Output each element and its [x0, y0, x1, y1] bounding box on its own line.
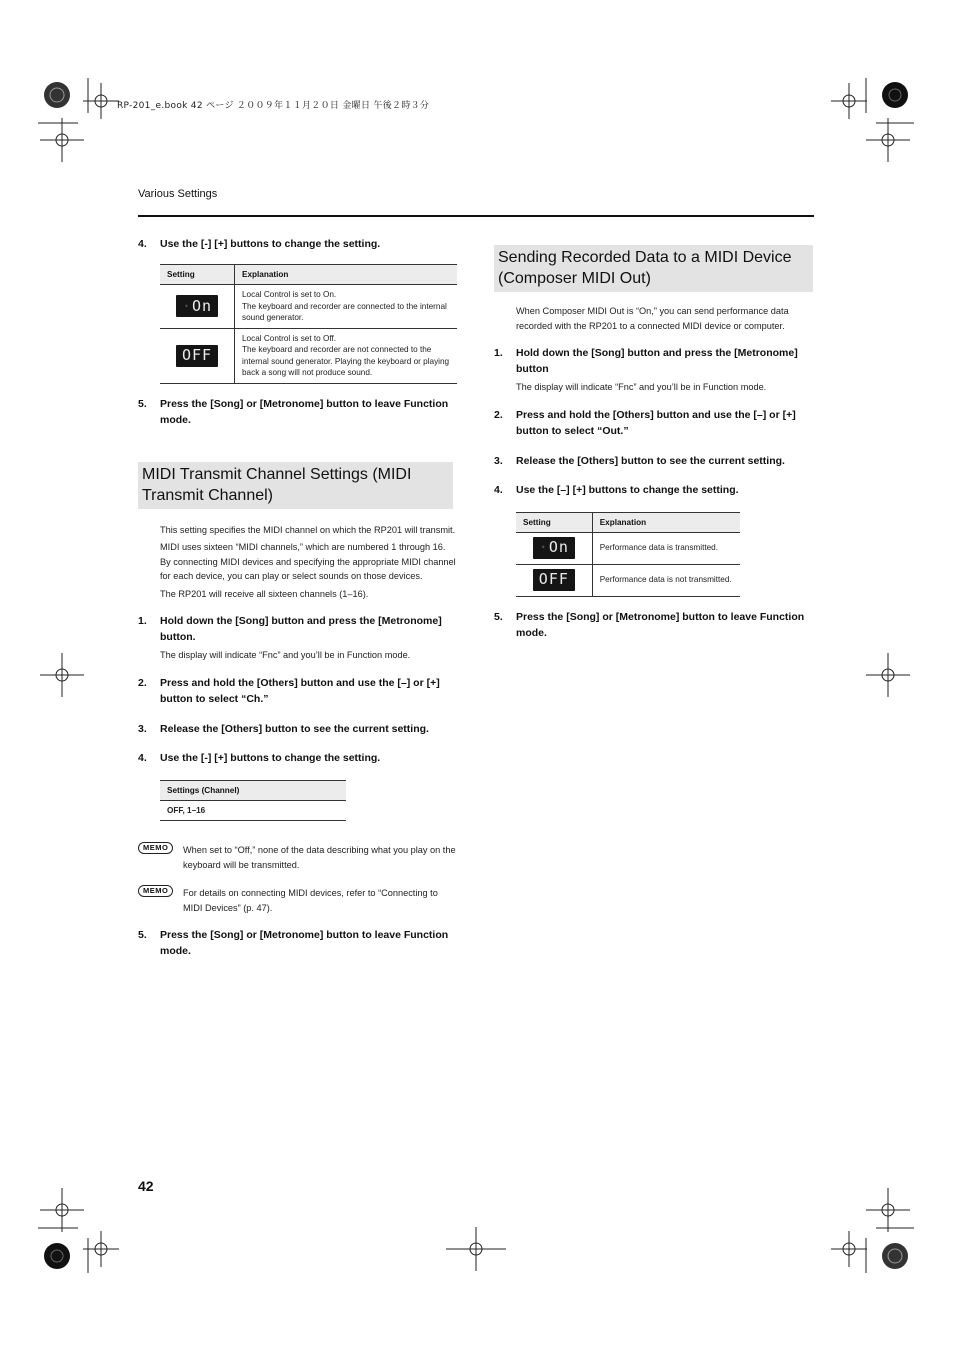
table-row — [160, 328, 457, 383]
step-5-top — [138, 396, 458, 428]
step-text: Use the [–] [+] buttons to change the setting. — [516, 483, 739, 496]
memo-block — [138, 837, 458, 872]
step-text: Use the [-] [+] buttons to change the setting. — [160, 751, 381, 764]
step-4 — [494, 482, 814, 498]
step-text: Hold down the [Song] button and press the [Metronome] button. — [160, 615, 442, 643]
step-number: 4. — [138, 751, 147, 764]
step-1-note: The display will indicate “Fnc” and you’ll be in Function mode. — [160, 650, 411, 660]
table-header-setting: Setting — [160, 265, 235, 285]
explanation-text: Performance data is transmitted. — [592, 532, 740, 564]
section-title-midi-transmit-channel: MIDI Transmit Channel Settings (MIDI Transmit Channel) — [138, 462, 453, 509]
memo-icon: MEMO — [138, 842, 173, 854]
memo-text: When set to “Off,” none of the data describing what you play on the keyboard will be transmitted. — [183, 845, 456, 870]
step-text: Release the [Others] button to see the current setting. — [160, 722, 429, 735]
step-number: 3. — [138, 722, 147, 735]
step-1-note: The display will indicate “Fnc” and you’ll be in Function mode. — [516, 382, 767, 392]
step-text: Press and hold the [Others] button and use the [–] or [+] button to select “Out.” — [516, 408, 796, 437]
explanation-line: The keyboard and recorder are connected to the internal sound generator. — [242, 301, 447, 322]
step-1 — [494, 345, 814, 377]
step-text: Hold down the [Song] button and press the [Metronome] button — [516, 347, 798, 375]
table-row — [516, 564, 740, 596]
step-number: 5. — [494, 610, 503, 623]
step-2 — [494, 407, 814, 439]
channel-settings-table — [160, 780, 346, 822]
step-5 — [138, 927, 458, 959]
step-number: 3. — [494, 454, 503, 467]
step-number: 5. — [138, 929, 147, 941]
step-4 — [138, 750, 458, 766]
step-number: 4. — [138, 238, 147, 250]
memo-block — [138, 880, 458, 915]
header-rule — [138, 215, 814, 217]
step-number: 2. — [494, 408, 503, 421]
step-number: 1. — [494, 347, 503, 359]
local-control-table — [160, 264, 457, 384]
step-3 — [138, 721, 458, 737]
step-text: Press and hold the [Others] button and use the [–] or [+] button to select “Ch.” — [160, 676, 440, 705]
left-column — [138, 236, 458, 959]
page-number: 42 — [138, 1178, 154, 1194]
explanation-line: The keyboard and recorder are not connected to the internal sound generator. Playing the keyboard or playing back a song will not produce sound. — [242, 345, 450, 377]
intro-paragraph: MIDI uses sixteen “MIDI channels,” which are numbered 1 through 16. By connecting MIDI devices and specifying the appropriate MIDI channel for each device, you can play or select sounds on those devices. — [160, 542, 456, 581]
section-intro — [160, 523, 458, 602]
explanation-text: Performance data is not transmitted. — [592, 564, 740, 596]
running-header: Various Settings — [138, 188, 218, 200]
intro-paragraph: This setting specifies the MIDI channel on which the RP201 will transmit. — [160, 524, 456, 535]
lcd-display-on: · On — [533, 537, 575, 559]
step-4-top — [138, 236, 458, 252]
section-intro: When Composer MIDI Out is “On,” you can send performance data recorded with the RP201 to a connected MIDI device or computer. — [516, 306, 789, 331]
right-column — [494, 245, 814, 641]
lcd-display-off: OFF — [176, 345, 218, 367]
lcd-display-off: OFF — [533, 569, 575, 591]
table-row — [516, 532, 740, 564]
lcd-display-on: · On — [176, 295, 218, 317]
file-info: RP-201_e.book 42 ページ ２００９年１１月２０日 金曜日 午後２時３分 — [117, 101, 430, 111]
intro-paragraph: The RP201 will receive all sixteen channels (1–16). — [160, 588, 369, 599]
explanation-line: Local Control is set to On. — [242, 290, 337, 299]
table-header-setting: Setting — [516, 512, 592, 532]
composer-midi-out-table — [516, 512, 740, 597]
step-number: 1. — [138, 615, 147, 627]
memo-icon: MEMO — [138, 885, 173, 897]
section-title-composer-midi-out: Sending Recorded Data to a MIDI Device (Composer MIDI Out) — [494, 245, 813, 292]
step-5 — [494, 609, 814, 641]
step-text: Press the [Song] or [Metronome] button to leave Function mode. — [516, 610, 805, 639]
step-number: 4. — [494, 483, 503, 496]
table-header-channel: Settings (Channel) — [160, 780, 346, 800]
step-1 — [138, 613, 458, 645]
step-number: 2. — [138, 676, 147, 689]
step-text: Release the [Others] button to see the current setting. — [516, 454, 785, 467]
table-row — [160, 800, 346, 821]
memo-text: For details on connecting MIDI devices, refer to “Connecting to MIDI Devices” (p. 47). — [183, 888, 438, 913]
table-header-explanation: Explanation — [235, 265, 458, 285]
step-number: 5. — [138, 397, 147, 410]
step-text: Press the [Song] or [Metronome] button to leave Function mode. — [160, 397, 449, 426]
table-row — [160, 285, 457, 329]
step-text: Use the [-] [+] buttons to change the setting. — [160, 238, 381, 250]
explanation-line: Local Control is set to Off. — [242, 333, 337, 343]
channel-range: OFF, 1–16 — [160, 800, 346, 821]
table-header-explanation: Explanation — [592, 512, 740, 532]
step-3 — [494, 453, 814, 469]
step-2 — [138, 675, 458, 707]
step-text: Press the [Song] or [Metronome] button to leave Function mode. — [160, 929, 449, 957]
